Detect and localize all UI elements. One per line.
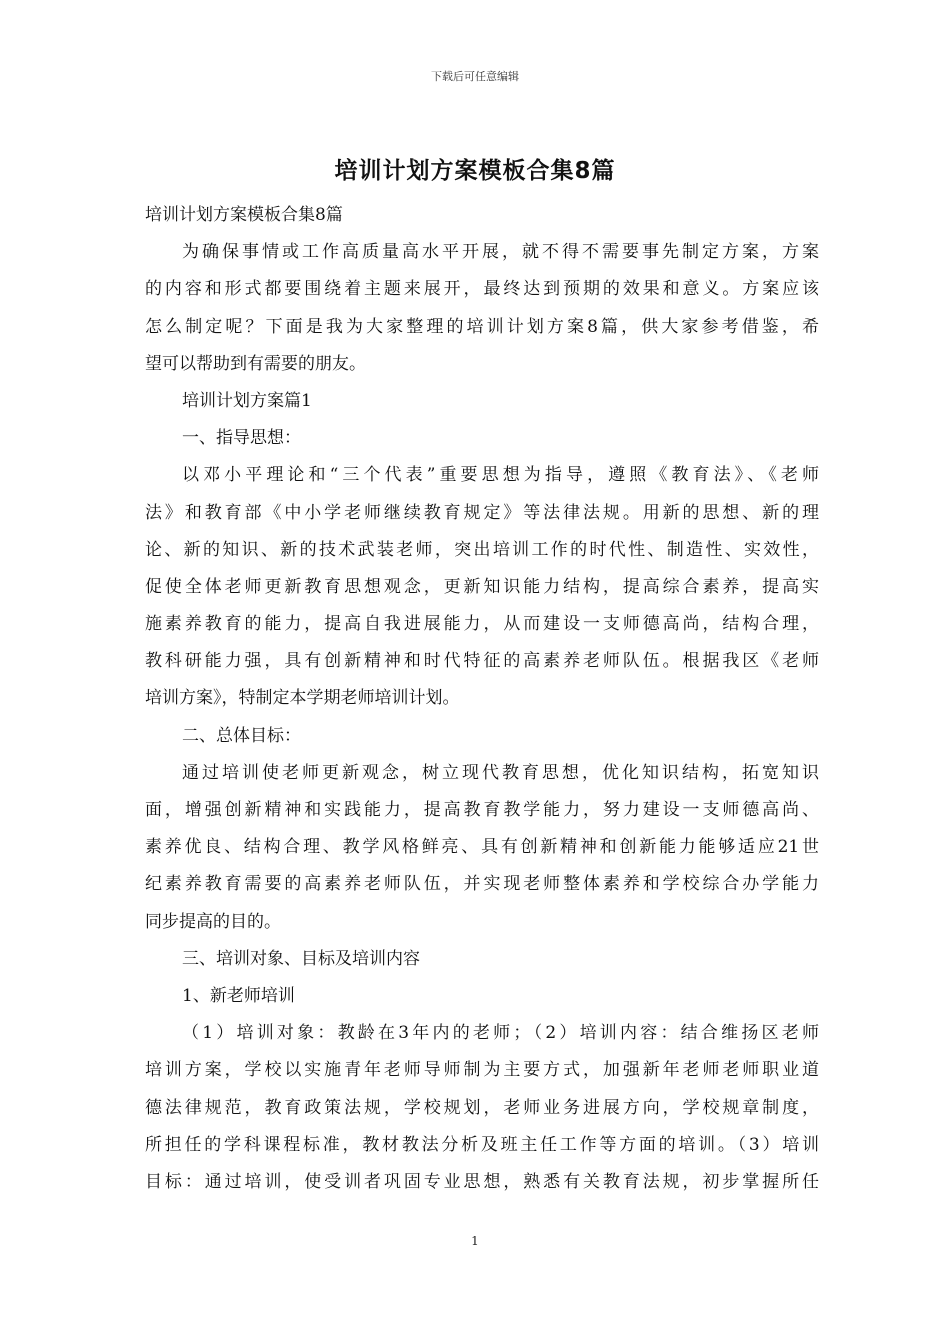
body-line: 一、指导思想： bbox=[182, 428, 301, 449]
body-line: 通过培训使老师更新观念，树立现代教育思想，优化知识结构，拓宽知识 bbox=[182, 762, 819, 783]
body-line: 培训计划方案篇1 bbox=[182, 390, 312, 411]
document-title: 培训计划方案模板合集8篇 bbox=[334, 158, 616, 184]
page-number: 1 bbox=[471, 1234, 479, 1248]
body-line: 所担任的学科课程标准，教材教法分析及班主任工作等方面的培训。（3）培训 bbox=[145, 1134, 819, 1155]
body-line: 目标：通过培训，使受训者巩固专业思想，熟悉有关教育法规，初步掌握所任 bbox=[145, 1171, 819, 1192]
page-header-note: 下载后可任意编辑 bbox=[431, 70, 519, 83]
body-line: 1、新老师培训 bbox=[182, 985, 295, 1006]
body-line: 促使全体老师更新教育思想观念，更新知识能力结构，提高综合素养，提高实 bbox=[145, 576, 819, 597]
body-line: 三、培训对象、目标及培训内容 bbox=[182, 948, 420, 969]
body-line: 培训方案，学校以实施青年老师导师制为主要方式，加强新年老师老师职业道 bbox=[145, 1060, 819, 1081]
body-line: 同步提高的目的。 bbox=[145, 911, 281, 932]
body-line: 教科研能力强，具有创新精神和时代特征的高素养老师队伍。根据我区《老师 bbox=[145, 651, 819, 672]
body-line: 为确保事情或工作高质量高水平开展，就不得不需要事先制定方案，方案 bbox=[182, 242, 819, 263]
body-line: 怎么制定呢？下面是我为大家整理的培训计划方案8篇，供大家参考借鉴，希 bbox=[145, 316, 819, 337]
body-line: 二、总体目标： bbox=[182, 725, 301, 746]
body-line: 施素养教育的能力，提高自我进展能力，从而建设一支师德高尚，结构合理， bbox=[145, 614, 819, 635]
body-line: 德法律规范，教育政策法规，学校规划，老师业务进展方向，学校规章制度， bbox=[145, 1097, 819, 1118]
body-line: 培训方案》，特制定本学期老师培训计划。 bbox=[145, 688, 460, 709]
body-line: 纪素养教育需要的高素养老师队伍，并实现老师整体素养和学校综合办学能力 bbox=[145, 874, 819, 895]
body-line: 论、新的知识、新的技术武装老师，突出培训工作的时代性、制造性、实效性， bbox=[145, 539, 819, 560]
body-line: 法》和教育部《中小学老师继续教育规定》等法律法规。用新的思想、新的理 bbox=[145, 502, 819, 523]
body-line: 培训计划方案模板合集8篇 bbox=[145, 205, 343, 225]
document-body bbox=[145, 197, 819, 1201]
body-line: （1）培训对象：教龄在3年内的老师；（2）培训内容：结合维扬区老师 bbox=[182, 1023, 819, 1044]
body-line: 的内容和形式都要围绕着主题来展开，最终达到预期的效果和意义。方案应该 bbox=[145, 279, 819, 300]
body-line: 面，增强创新精神和实践能力，提高教育教学能力，努力建设一支师德高尚、 bbox=[145, 800, 819, 820]
body-line: 以邓小平理论和“三个代表”重要思想为指导，遵照《教育法》、《老师 bbox=[182, 465, 819, 486]
body-line: 素养优良、结构合理、教学风格鲜亮、具有创新精神和创新能力能够适应21世 bbox=[145, 837, 819, 858]
body-line: 望可以帮助到有需要的朋友。 bbox=[145, 353, 366, 374]
